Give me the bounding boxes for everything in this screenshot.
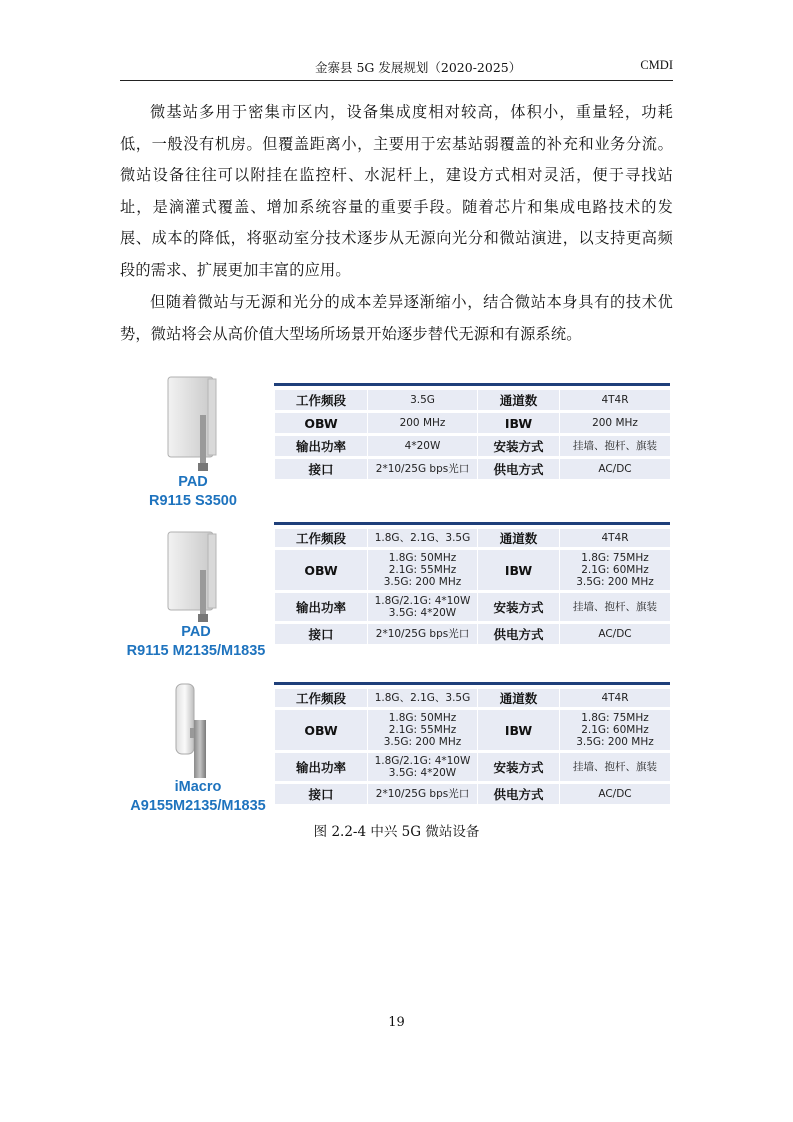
header-title: 金寨县 5G 发展规划（2020-2025） [315, 60, 522, 75]
spec-value: 1.8G: 50MHz 2.1G: 55MHz 3.5G: 200 MHz [367, 710, 477, 750]
spec-value: AC/DC [559, 459, 670, 479]
spec-value: 2*10/25G bps光口 [367, 459, 477, 479]
spec-key: 供电方式 [477, 624, 559, 644]
spec-key: 接口 [274, 624, 367, 644]
table-row [274, 550, 670, 590]
product-3-model: A9155M2135/M1835 [130, 798, 266, 814]
table-row [274, 436, 670, 456]
paragraph-1: 微基站多用于密集市区内，设备集成度相对较高，体积小，重量轻，功耗低，一般没有机房。但覆盖距离小，主要用于宏基站弱覆盖的补充和业务分流。微站设备往往可以附挂在监控杆、水泥杆上，建设方式相对灵活，便于寻找站址，是滴灌式覆盖、增加系统容量的重要手段。随着芯片和集成电路技术的发展、成本的降低，将驱动室分技术逐步从无源向光分和微站演进，以支持更高频段的需求、扩展更加丰富的应用。 [120, 103, 673, 279]
spec-key: 通道数 [477, 390, 559, 410]
spec-value: 4T4R [559, 390, 670, 410]
spec-key: 输出功率 [274, 593, 367, 621]
spec-key: 输出功率 [274, 753, 367, 781]
spec-value: 4*20W [367, 436, 477, 456]
table-row [274, 689, 670, 707]
product-2-model: R9115 M2135/M1835 [126, 643, 266, 659]
spec-value: 挂墙、抱杆、旗装 [559, 436, 670, 456]
table-row [274, 459, 670, 479]
spec-key: IBW [477, 550, 559, 590]
spec-value: 200 MHz [367, 413, 477, 433]
table-row [274, 593, 670, 621]
table-row [274, 784, 670, 804]
spec-table-3 [274, 686, 670, 807]
table-row [274, 710, 670, 750]
spec-key: OBW [274, 413, 367, 433]
spec-key: IBW [477, 710, 559, 750]
spec-key: 输出功率 [274, 436, 367, 456]
spec-value: AC/DC [559, 624, 670, 644]
spec-value: 3.5G [367, 390, 477, 410]
spec-value: 2*10/25G bps光口 [367, 624, 477, 644]
spec-key: OBW [274, 550, 367, 590]
product-2-caption [116, 623, 276, 661]
table-1-top-rule [274, 383, 670, 386]
spec-table-2 [274, 526, 670, 647]
spec-value: 200 MHz [559, 413, 670, 433]
spec-table-1 [274, 387, 670, 482]
spec-value: 4T4R [559, 689, 670, 707]
spec-value: 1.8G、2.1G、3.5G [367, 689, 477, 707]
spec-key: 通道数 [477, 529, 559, 547]
product-1-caption [118, 473, 268, 511]
spec-value: 1.8G: 75MHz 2.1G: 60MHz 3.5G: 200 MHz [559, 550, 670, 590]
spec-value: 1.8G/2.1G: 4*10W 3.5G: 4*20W [367, 593, 477, 621]
page-number: 19 [388, 1015, 405, 1030]
table-2-top-rule [274, 522, 670, 525]
spec-key: 通道数 [477, 689, 559, 707]
spec-key: 供电方式 [477, 784, 559, 804]
pad-device-image [160, 530, 230, 625]
header-rule [120, 80, 673, 81]
spec-value: 2*10/25G bps光口 [367, 784, 477, 804]
spec-key: OBW [274, 710, 367, 750]
spec-key: 安装方式 [477, 436, 559, 456]
table-row [274, 624, 670, 644]
spec-value: 挂墙、抱杆、旗装 [559, 593, 670, 621]
product-2-type: PAD [181, 624, 211, 640]
paragraph-2: 但随着微站与无源和光分的成本差异逐渐缩小，结合微站本身具有的技术优势，微站将会从高价值大型场所场景开始逐步替代无源和有源系统。 [120, 293, 673, 343]
table-row [274, 529, 670, 547]
spec-key: 供电方式 [477, 459, 559, 479]
spec-value: 4T4R [559, 529, 670, 547]
imacro-device-image [168, 680, 218, 780]
product-1-model: R9115 S3500 [149, 493, 237, 509]
table-row [274, 390, 670, 410]
table-row [274, 413, 670, 433]
pad-device-image [160, 375, 230, 475]
spec-key: 工作频段 [274, 390, 367, 410]
spec-key: IBW [477, 413, 559, 433]
figure-caption: 图 2.2-4 中兴 5G 微站设备 [313, 824, 480, 840]
spec-key: 安装方式 [477, 593, 559, 621]
spec-value: 挂墙、抱杆、旗装 [559, 753, 670, 781]
spec-key: 接口 [274, 459, 367, 479]
spec-key: 工作频段 [274, 529, 367, 547]
page-header [120, 56, 673, 78]
spec-key: 接口 [274, 784, 367, 804]
table-3-top-rule [274, 682, 670, 685]
product-3-caption [118, 778, 278, 816]
spec-key: 工作频段 [274, 689, 367, 707]
product-3-type: iMacro [174, 779, 222, 795]
spec-value: 1.8G: 75MHz 2.1G: 60MHz 3.5G: 200 MHz [559, 710, 670, 750]
spec-value: 1.8G/2.1G: 4*10W 3.5G: 4*20W [367, 753, 477, 781]
spec-value: AC/DC [559, 784, 670, 804]
spec-key: 安装方式 [477, 753, 559, 781]
spec-value: 1.8G、2.1G、3.5G [367, 529, 477, 547]
product-1-type: PAD [178, 474, 208, 490]
spec-value: 1.8G: 50MHz 2.1G: 55MHz 3.5G: 200 MHz [367, 550, 477, 590]
header-org: CMDI [640, 58, 673, 72]
table-row [274, 753, 670, 781]
